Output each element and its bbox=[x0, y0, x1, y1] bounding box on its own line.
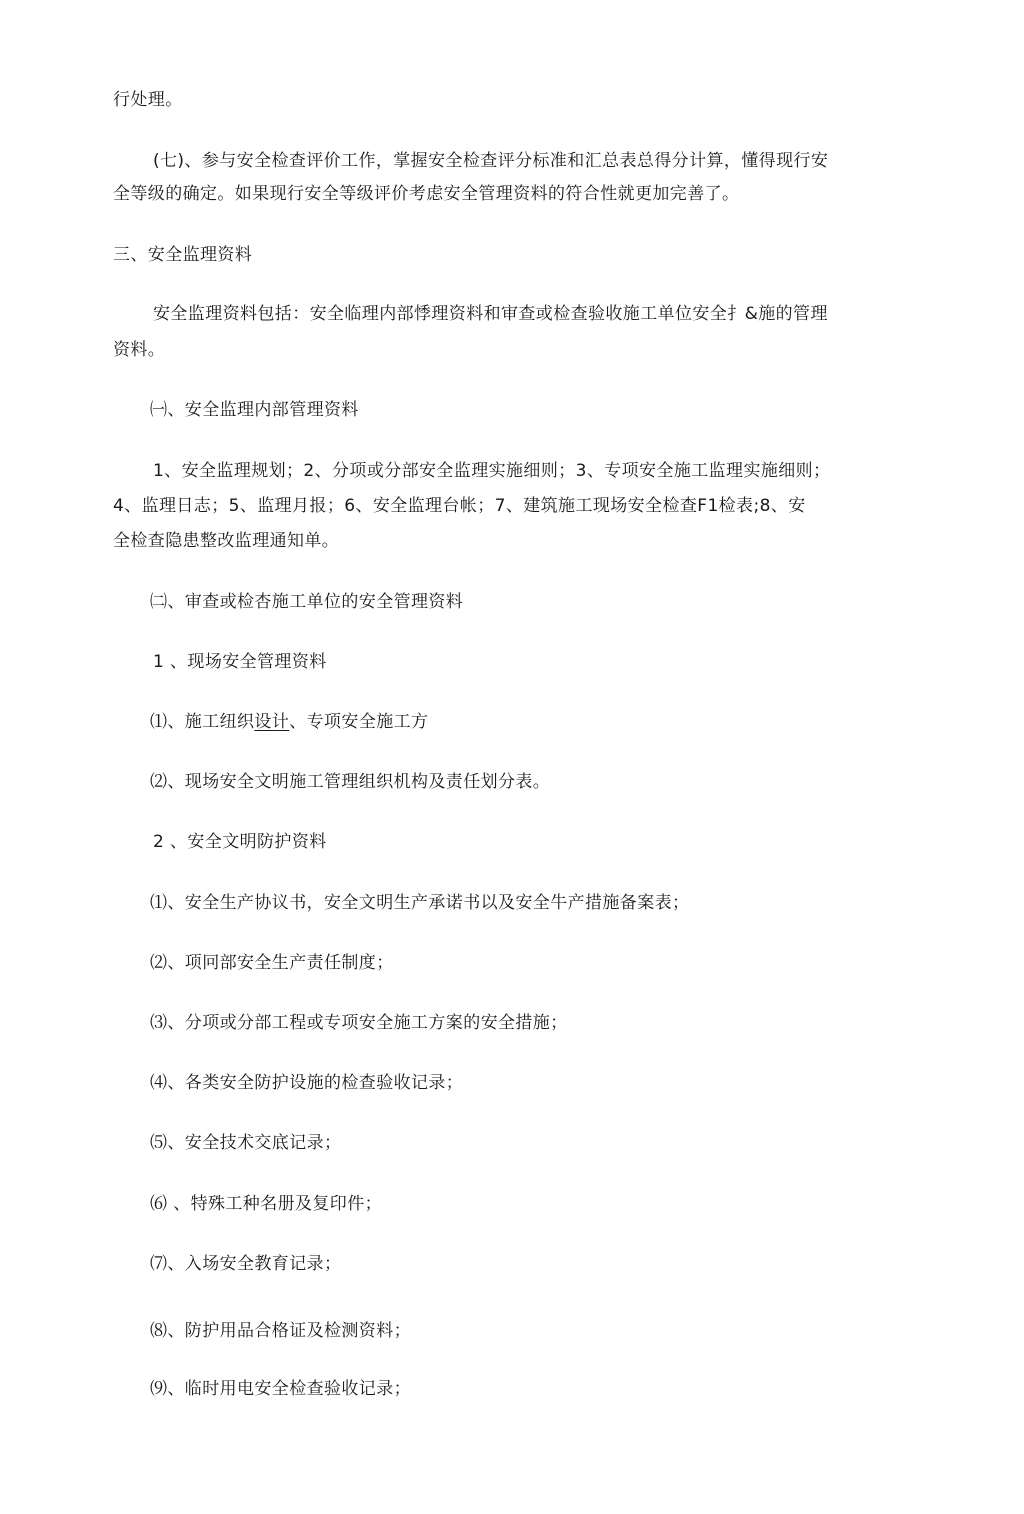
section-heading-3: 三、安全监理资料 bbox=[113, 245, 253, 265]
item-1-heading: 1 、现场安全管理资料 bbox=[153, 652, 327, 672]
section-3-intro-line-1: 安全监理资料包括：安全临理内部悸理资料和审查或检查验收施工单位安全扌&施的管理 bbox=[153, 304, 828, 324]
item-2-8: ⑻、防护用品合格证及检测资料； bbox=[150, 1321, 411, 1341]
item-1-2: ⑵、现场安全文明施工管理组织机构及责任划分表。 bbox=[150, 772, 551, 792]
item-2-4: ⑷、各类安全防护设施的检查验收记录； bbox=[150, 1073, 464, 1093]
paragraph-7-line-2: 全等级的确定。如果现行安全等级评价考虑安全管理资料的符合性就更加完善了。 bbox=[113, 184, 740, 204]
item-2-9: ⑼、临时用电安全检查验收记录； bbox=[150, 1379, 411, 1399]
item-1-1 bbox=[150, 711, 428, 733]
item-2-1: ⑴、安全生产协议书，安全文明生产承诺书以及安全牛产措施备案表； bbox=[150, 893, 690, 913]
item-2-7: ⑺、入场安全教育记录； bbox=[150, 1254, 342, 1274]
item-2-3: ⑶、分项或分部工程或专项安全施工方案的安全措施； bbox=[150, 1013, 568, 1033]
subsection-1-list-line-3: 全检查隐患整改监理通知单。 bbox=[113, 531, 340, 551]
item-1-1-suffix: 、专项安全施工方 bbox=[289, 712, 429, 732]
subsection-1-list-line-1: 1、安全监理规划；2、分项或分部安全监理实施细则；3、专项安全施工监理实施细则； bbox=[153, 461, 831, 481]
item-2-6: ⑹ 、特殊工种名册及复印件； bbox=[150, 1194, 383, 1214]
item-2-2: ⑵、项冋部安全生产责任制度； bbox=[150, 953, 394, 973]
item-2-heading: 2 、安全文明防护资料 bbox=[153, 832, 327, 852]
item-1-1-prefix: ⑴、施工纽织 bbox=[150, 712, 255, 732]
subsection-1-heading: ㈠、安全监理内部管理资料 bbox=[150, 400, 359, 420]
subsection-2-heading: ㈡、审查或检杏施工单位的安全管理资料 bbox=[150, 592, 464, 612]
item-1-1-underlined-word: 设计 bbox=[254, 712, 290, 732]
paragraph-7-line-1: (七)、参与安全检查评价工作，掌握安全检查评分标准和汇总表总得分计算，懂得现行安 bbox=[153, 151, 829, 171]
paragraph-continuation: 行处理。 bbox=[113, 90, 183, 110]
item-2-5: ⑸、安全技术交底记录； bbox=[150, 1133, 342, 1153]
subsection-1-list-line-2: 4、监理日志；5、监理月报；6、安全监理台帐；7、建筑施工现场安全检查F1检表;8、安 bbox=[113, 496, 806, 516]
section-3-intro-line-2: 资料。 bbox=[113, 340, 166, 360]
